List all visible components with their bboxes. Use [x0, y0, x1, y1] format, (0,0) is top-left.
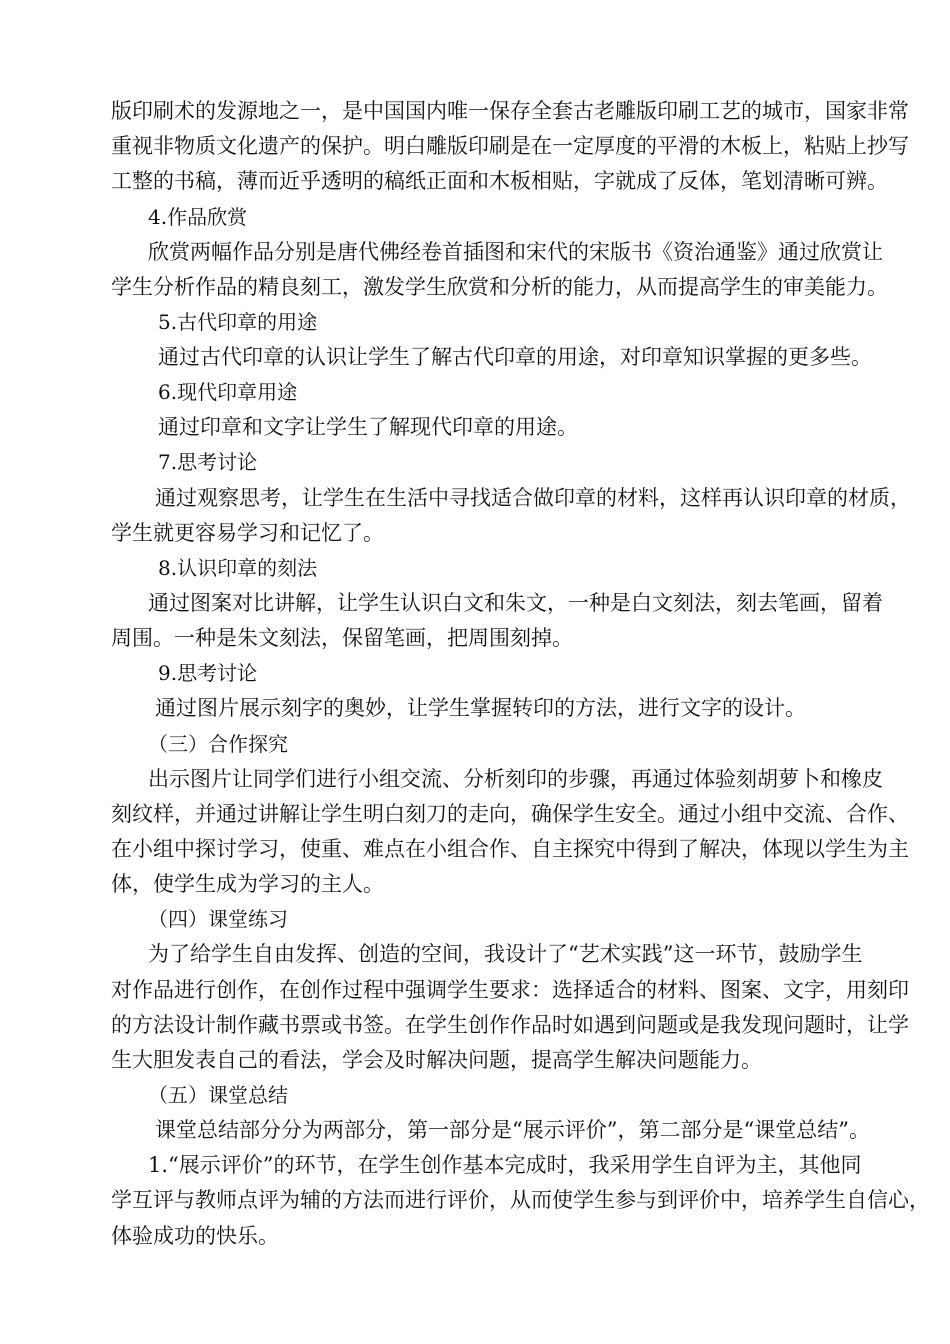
section-heading: 5.古代印章的用途 — [158, 310, 318, 334]
paragraph-line: 课堂总结部分分为两部分，第一部分是“展示评价”，第二部分是“课堂总结”。 — [155, 1118, 870, 1142]
paragraph-line: 学生分析作品的精良刻工，激发学生欣赏和分析的能力，从而提高学生的审美能力。 — [111, 275, 888, 299]
paragraph-line: 通过印章和文字让学生了解现代印章的用途。 — [158, 415, 578, 439]
paragraph-line: 版印刷术的发源地之一，是中国国内唯一保存全套古老雕版印刷工艺的城市，国家非常 — [111, 99, 909, 123]
section-heading: （五）课堂总结 — [148, 1083, 288, 1107]
paragraph-line: 学互评与教师点评为辅的方法而进行评价，从而使学生参与到评价中，培养学生自信心， — [111, 1188, 930, 1212]
section-heading: 4.作品欣赏 — [148, 205, 248, 229]
paragraph-line: 通过古代印章的认识让学生了解古代印章的用途，对印章知识掌握的更多些。 — [158, 345, 872, 369]
paragraph-line: 通过图片展示刻字的奥妙，让学生掌握转印的方法，进行文字的设计。 — [155, 696, 806, 720]
paragraph-line: 出示图片让同学们进行小组交流、分析刻印的步骤，再通过体验刻胡萝卜和橡皮 — [148, 767, 883, 791]
paragraph-line: 周围。一种是朱文刻法，保留笔画，把周围刻掉。 — [111, 626, 573, 650]
section-heading: 7.思考讨论 — [158, 450, 258, 474]
paragraph-line: 通过图案对比讲解，让学生认识白文和朱文，一种是白文刻法，刻去笔画，留着 — [148, 591, 883, 615]
paragraph-line: 的方法设计制作藏书票或书签。在学生创作作品时如遇到问题或是我发现问题时，让学 — [111, 1013, 909, 1037]
section-heading: 8.认识印章的刻法 — [158, 556, 318, 580]
paragraph-line: 为了给学生自由发挥、创造的空间，我设计了“艺术实践”这一环节，鼓励学生 — [148, 942, 863, 966]
paragraph-line: 生大胆发表自己的看法，学会及时解决问题，提高学生解决问题能力。 — [111, 1048, 762, 1072]
paragraph-line: 重视非物质文化遗产的保护。明白雕版印刷是在一定厚度的平滑的木板上，粘贴上抄写 — [111, 134, 909, 158]
paragraph-line: 对作品进行创作，在创作过程中强调学生要求：选择适合的材料、图案、文字，用刻印 — [111, 978, 909, 1002]
paragraph-line: 1.“展示评价”的环节，在学生创作基本完成时，我采用学生自评为主，其他同 — [148, 1153, 862, 1177]
paragraph-line: 欣赏两幅作品分别是唐代佛经卷首插图和宋代的宋版书《资治通鉴》通过欣赏让 — [148, 240, 883, 264]
section-heading: （三）合作探究 — [148, 732, 288, 756]
paragraph-line: 体，使学生成为学习的主人。 — [111, 872, 384, 896]
paragraph-line: 学生就更容易学习和记忆了。 — [111, 521, 384, 545]
section-heading: （四）课堂练习 — [148, 907, 288, 931]
section-heading: 9.思考讨论 — [158, 661, 258, 685]
section-heading: 6.现代印章用途 — [158, 380, 298, 404]
paragraph-line: 通过观察思考，让学生在生活中寻找适合做印章的材料，这样再认识印章的材质， — [155, 486, 911, 510]
paragraph-line: 在小组中探讨学习，使重、难点在小组合作、自主探究中得到了解决，体现以学生为主 — [111, 837, 909, 861]
paragraph-line: 体验成功的快乐。 — [111, 1224, 279, 1248]
paragraph-line: 刻纹样，并通过讲解让学生明白刻刀的走向，确保学生安全。通过小组中交流、合作、 — [111, 802, 909, 826]
paragraph-line: 工整的书稿，薄而近乎透明的稿纸正面和木板相贴，字就成了反体，笔划清晰可辨。 — [111, 169, 888, 193]
